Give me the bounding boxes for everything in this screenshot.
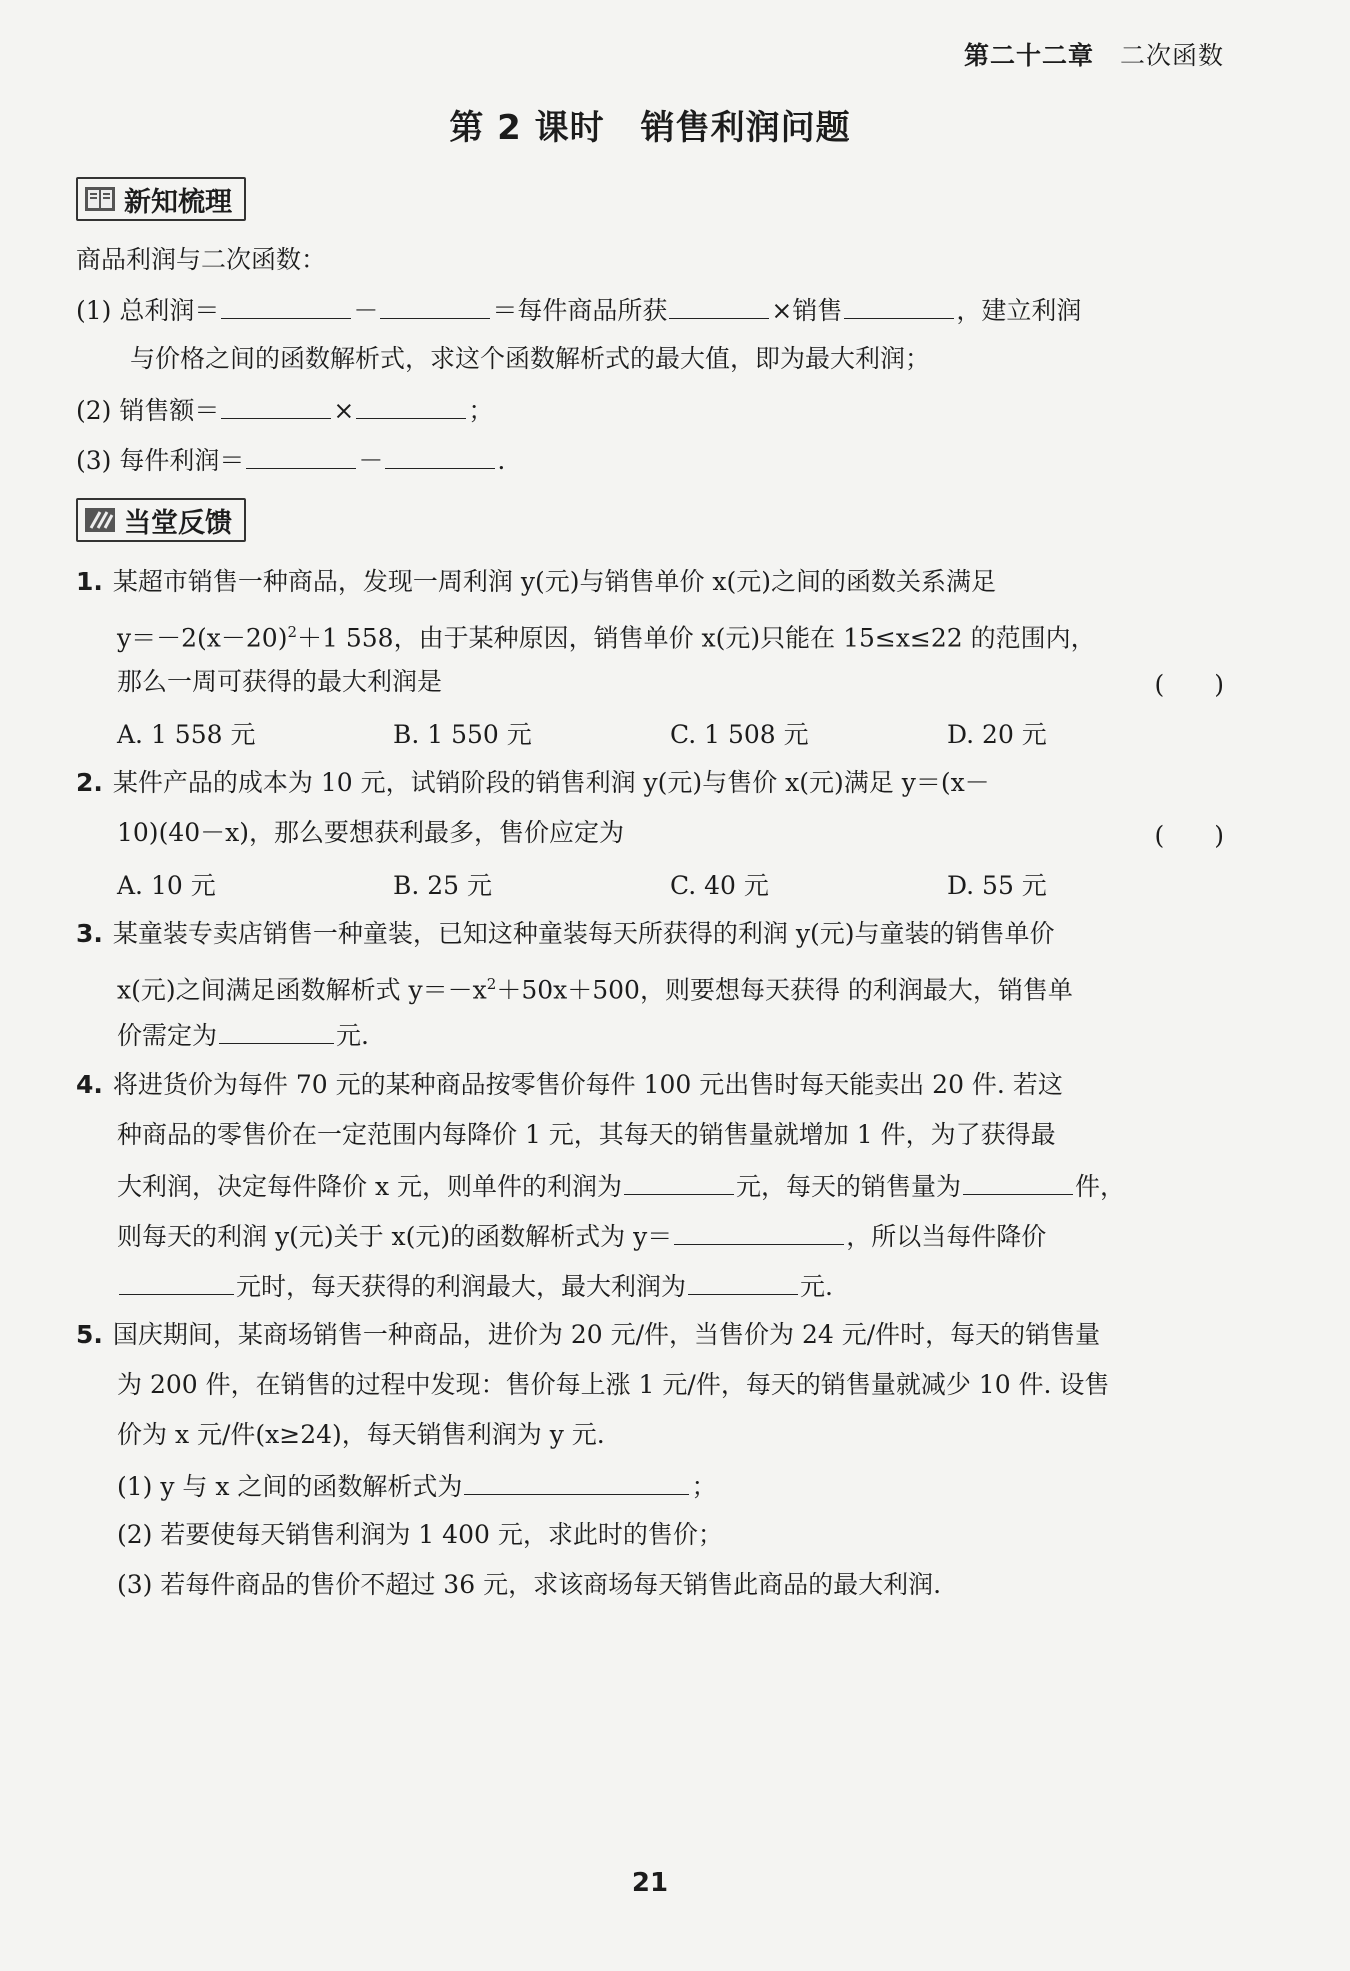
question-5-line-3: 价为 x 元/件(x≥24)，每天销售利润为 y 元.: [117, 1420, 605, 1449]
question-5-line-1: 5. 国庆期间，某商场销售一种商品，进价为 20 元/件，当售价为 24 元/件时，每天的销售量: [76, 1320, 1101, 1349]
option-d[interactable]: D. 55 元: [947, 871, 1047, 900]
question-4-line-4: 则每天的利润 y(元)关于 x(元)的函数解析式为 y＝ ，所以当每件降价: [117, 1218, 1046, 1254]
knowledge-line-3: (3) 每件利润＝ － .: [76, 442, 505, 478]
answer-blank[interactable]: [221, 392, 331, 419]
book-icon: [84, 185, 116, 213]
option-c[interactable]: C. 40 元: [670, 871, 769, 900]
answer-blank[interactable]: [380, 292, 490, 319]
question-1-line-1: 1. 某超市销售一种商品，发现一周利润 y(元)与销售单价 x(元)之间的函数关系满足: [76, 567, 997, 596]
option-b[interactable]: B. 25 元: [393, 871, 493, 900]
chapter-label: 第二十二章: [963, 41, 1094, 70]
question-4-line-1: 4. 将进货价为每件 70 元的某种商品按零售价每件 100 元出售时每天能卖出 20 件. 若这: [76, 1070, 1063, 1099]
section-heading-class-feedback: [76, 498, 246, 542]
lesson-title: [0, 100, 1300, 149]
question-3-line-1: 3. 某童装专卖店销售一种童装，已知这种童装每天所获得的利润 y(元)与童装的销售单价: [76, 919, 1055, 948]
answer-paren[interactable]: ( ): [1154, 821, 1224, 850]
question-5-sub-2: (2) 若要使每天销售利润为 1 400 元，求此时的售价；: [117, 1520, 723, 1549]
answer-blank[interactable]: [356, 392, 466, 419]
question-5-line-2: 为 200 件，在销售的过程中发现：售价每上涨 1 元/件，每天的销售量就减少 10 件. 设售: [117, 1370, 1110, 1399]
question-4-line-5: 元时，每天获得的利润最大，最大利润为 元.: [117, 1268, 833, 1304]
answer-blank[interactable]: [246, 442, 356, 469]
answer-blank[interactable]: [119, 1268, 234, 1295]
section-heading-text: 当堂反馈: [124, 507, 232, 539]
section-heading-text: 新知梳理: [124, 186, 232, 218]
question-4-line-3: 大利润，决定每件降价 x 元，则单件的利润为 元，每天的销售量为 件，: [117, 1168, 1125, 1204]
answer-blank[interactable]: [674, 1218, 844, 1245]
pencil-icon: [84, 506, 116, 534]
option-d[interactable]: D. 20 元: [947, 720, 1047, 749]
topic-label: 二次函数: [1119, 41, 1224, 70]
question-3-line-2: x(元)之间满足函数解析式 $y=-x^2+50x+500$，则要想每天获得 的利润最大，销售单: [117, 975, 1073, 1005]
question-5-sub-3: (3) 若每件商品的售价不超过 36 元，求该商场每天销售此商品的最大利润.: [117, 1570, 942, 1599]
option-a[interactable]: A. 1 558 元: [117, 720, 256, 749]
answer-blank[interactable]: [219, 1017, 334, 1044]
question-1-line-2: $y=-2(x-20)^2+1$ 558，由于某种原因，销售单价 x(元)只能在 15≤x≤22 的范围内，: [117, 623, 1096, 653]
knowledge-line-1-cont: 与价格之间的函数解析式，求这个函数解析式的最大值，即为最大利润；: [130, 344, 931, 373]
answer-blank[interactable]: [844, 292, 954, 319]
question-4-line-2: 种商品的零售价在一定范围内每降价 1 元，其每天的销售量就增加 1 件，为了获得最: [117, 1120, 1056, 1149]
question-2-line-2: 10)(40－x)，那么要想获利最多，售价应定为: [117, 818, 624, 847]
answer-blank[interactable]: [669, 292, 769, 319]
lesson-name: 销售利润问题: [640, 108, 851, 148]
intro-line: 商品利润与二次函数：: [76, 245, 327, 274]
lesson-number: 第 2 课时: [449, 108, 605, 148]
answer-blank[interactable]: [221, 292, 351, 319]
answer-paren[interactable]: ( ): [1154, 670, 1224, 699]
running-header: [964, 36, 1224, 72]
question-5-sub-1: (1) y 与 x 之间的函数解析式为 ；: [117, 1468, 716, 1504]
knowledge-line-1: (1) 总利润＝ － ＝每件商品所获 ×销售 ，建立利润: [76, 292, 1081, 328]
answer-blank[interactable]: [464, 1468, 689, 1495]
answer-blank[interactable]: [624, 1168, 734, 1195]
page-number: 21: [631, 1868, 669, 1898]
answer-blank[interactable]: [963, 1168, 1073, 1195]
answer-blank[interactable]: [385, 442, 495, 469]
answer-blank[interactable]: [688, 1268, 798, 1295]
option-a[interactable]: A. 10 元: [117, 871, 216, 900]
option-c[interactable]: C. 1 508 元: [670, 720, 809, 749]
question-1-line-3: 那么一周可获得的最大利润是: [117, 667, 443, 696]
question-3-line-3: 价需定为 元.: [117, 1017, 369, 1053]
knowledge-line-2: (2) 销售额＝ × ；: [76, 392, 493, 428]
question-2-line-1: 2. 某件产品的成本为 10 元，试销阶段的销售利润 y(元)与售价 x(元)满足 y＝(x－: [76, 768, 990, 797]
option-b[interactable]: B. 1 550 元: [393, 720, 532, 749]
section-heading-new-knowledge: [76, 177, 246, 221]
